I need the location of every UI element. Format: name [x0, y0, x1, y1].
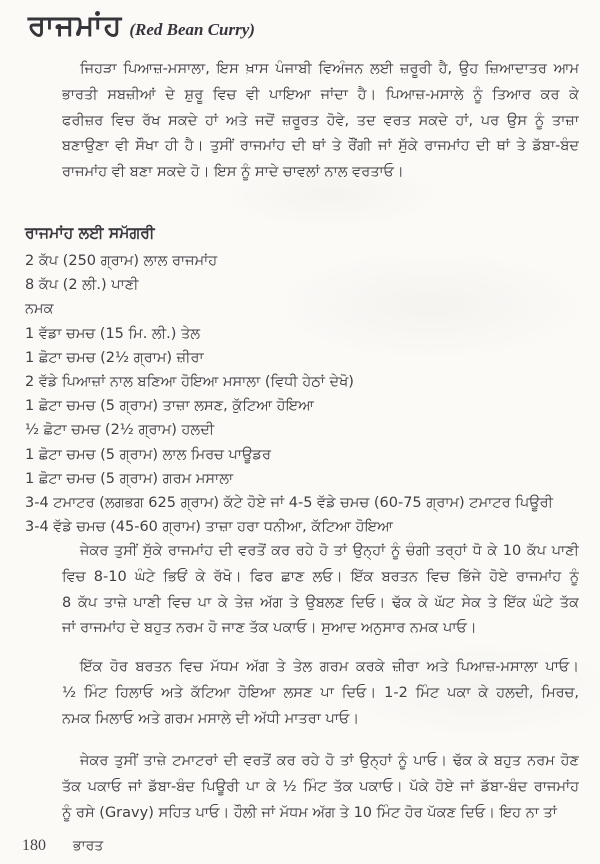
- method-line: ਨੂੰ ਰਸੇ (Gravy) ਸਹਿਤ ਪਾਓ। ਹੌਲੀ ਜਾਂ ਮੱਧਮ ਅੱਗ ਤੇ 10 ਮਿੰਟ ਹੋਰ ਪੱਕਣ ਦਿਓ। ਇਹ ਨਾ ਤਾਂ: [62, 804, 557, 821]
- ingredient-item: 1 ਵੱਡਾ ਚਮਚ (15 ਮਿ. ਲੀ.) ਤੇਲ: [25, 325, 201, 342]
- intro-line: ਜਿਹੜਾ ਪਿਆਜ਼-ਮਸਾਲਾ, ਇਸ ਖ਼ਾਸ ਪੰਜਾਬੀ ਵਿਅੰਜਨ ਲਈ ਜ਼ਰੂਰੀ ਹੈ, ਉਹ ਜ਼ਿਆਦਾਤਰ ਆਮ: [80, 61, 579, 77]
- page-number: 180: [22, 837, 46, 854]
- title-punjabi: ਰਾਜਮਾਂਹ: [28, 8, 123, 42]
- ingredient-item: 1 ਛੋਟਾ ਚਮਚ (2½ ਗ੍ਰਾਮ) ਜ਼ੀਰਾ: [25, 349, 204, 366]
- method-line: ਇੱਕ ਹੋਰ ਬਰਤਨ ਵਿਚ ਮੱਧਮ ਅੱਗ ਤੇ ਤੇਲ ਗਰਮ ਕਰਕੇ ਜ਼ੀਰਾ ਅਤੇ ਪਿਆਜ਼-ਮਸਾਲਾ ਪਾਓ।: [80, 659, 579, 675]
- ingredients-heading: ਰਾਜਮਾਂਹ ਲਈ ਸਮੱਗਰੀ: [25, 224, 155, 242]
- method-line: 8 ਕੱਪ ਤਾਜ਼ੇ ਪਾਣੀ ਵਿਚ ਪਾ ਕੇ ਤੇਜ਼ ਅੱਗ ਤੇ ਉਬਲਣ ਦਿਓ। ਢੱਕ ਕੇ ਘੱਟ ਸੇਕ ਤੇ ਇੱਕ ਘੰਟੇ ਤੱਕ: [62, 594, 579, 611]
- method-line: ਜਾਂ ਰਾਜਮਾਂਹ ਦੇ ਬਹੁਤ ਨਰਮ ਹੋ ਜਾਣ ਤੱਕ ਪਕਾਓ। ਸੁਆਦ ਅਨੁਸਾਰ ਨਮਕ ਪਾਓ।: [62, 620, 477, 637]
- ingredient-item: ½ ਛੋਟਾ ਚਮਚ (2½ ਗ੍ਰਾਮ) ਹਲਦੀ: [25, 422, 215, 439]
- ingredient-item: ਨਮਕ: [25, 301, 54, 318]
- ingredient-item: 1 ਛੋਟਾ ਚਮਚ (5 ਗ੍ਰਾਮ) ਲਾਲ ਮਿਰਚ ਪਾਊਡਰ: [25, 446, 271, 463]
- ingredient-item: 8 ਕੱਪ (2 ਲੀ.) ਪਾਣੀ: [25, 277, 139, 294]
- method-line: ਜੇਕਰ ਤੁਸੀਂ ਤਾਜ਼ੇ ਟਮਾਟਰਾਂ ਦੀ ਵਰਤੋਂ ਕਰ ਰਹੇ ਹੋ ਤਾਂ ਉਨ੍ਹਾਂ ਨੂੰ ਪਾਓ। ਢੱਕ ਕੇ ਬਹੁਤ ਨਰਮ ਹੋਣ: [80, 753, 579, 769]
- book-section-label: ਭਾਰਤ: [73, 838, 104, 854]
- method-paragraph-1: [62, 539, 579, 642]
- intro-line: ਫਰੀਜ਼ਰ ਵਿਚ ਰੱਖ ਸਕਦੇ ਹਾਂ ਅਤੇ ਜਦੋਂ ਜ਼ਰੂਰਤ ਹੋਵੇ, ਤਦ ਵਰਤ ਸਕਦੇ ਹਾਂ, ਪਰ ਉਸ ਨੂੰ ਤਾਜ਼ਾ: [62, 112, 579, 129]
- ingredient-item: 1 ਛੋਟਾ ਚਮਚ (5 ਗ੍ਰਾਮ) ਤਾਜ਼ਾ ਲਸਣ, ਕੁੱਟਿਆ ਹੋਇਆ: [25, 398, 314, 415]
- intro-line: ਰਾਜਮਾਂਹ ਵੀ ਬਣਾ ਸਕਦੇ ਹੋ। ਇਸ ਨੂੰ ਸਾਦੇ ਚਾਵਲਾਂ ਨਾਲ ਵਰਤਾਓ।: [62, 164, 404, 181]
- ingredient-item: 3-4 ਟਮਾਟਰ (ਲਗਭਗ 625 ਗ੍ਰਾਮ) ਕੱਟੇ ਹੋਏ ਜਾਂ 4-5 ਵੱਡੇ ਚਮਚ (60-75 ਗ੍ਰਾਮ) ਟਮਾਟਰ ਪਿਊਰੀ: [25, 495, 554, 512]
- method-line: ਨਮਕ ਮਿਲਾਓ ਅਤੇ ਗਰਮ ਮਸਾਲੇ ਦੀ ਅੱਧੀ ਮਾਤਰਾ ਪਾਓ।: [62, 710, 360, 727]
- method-line: ਜੇਕਰ ਤੁਸੀਂ ਸੁੱਕੇ ਰਾਜਮਾਂਹ ਦੀ ਵਰਤੋਂ ਕਰ ਰਹੇ ਹੋ ਤਾਂ ਉਨ੍ਹਾਂ ਨੂੰ ਚੰਗੀ ਤਰ੍ਹਾਂ ਧੋ ਕੇ 10 ਕੱਪ ਪਾਣੀ: [80, 543, 579, 559]
- intro-line: ਬਣਾਉਣਾ ਵੀ ਸੌਖਾ ਹੀ ਹੈ। ਤੁਸੀਂ ਰਾਜਮਾਂਹ ਦੀ ਥਾਂ ਤੇ ਰੌਂਗੀ ਜਾਂ ਸੁੱਕੇ ਰਾਜਮਾਂਹ ਦੀ ਥਾਂ ਤੇ ਡੱਬਾ-ਬੰਦ: [62, 138, 579, 155]
- intro-line: ਭਾਰਤੀ ਸਬਜ਼ੀਆਂ ਦੇ ਸ਼ੁਰੂ ਵਿਚ ਵੀ ਪਾਇਆ ਜਾਂਦਾ ਹੈ। ਪਿਆਜ਼-ਮਸਾਲੇ ਨੂੰ ਤਿਆਰ ਕਰ ਕੇ: [62, 86, 579, 103]
- title-english: (Red Bean Curry): [129, 20, 255, 39]
- method-line: ਵਿਚ 8-10 ਘੰਟੇ ਭਿਓਂ ਕੇ ਰੱਖੋ। ਫਿਰ ਛਾਣ ਲਓ। ਇੱਕ ਬਰਤਨ ਵਿਚ ਭਿੱਜੇ ਹੋਏ ਰਾਜਮਾਂਹ ਨੂੰ: [62, 568, 579, 585]
- ingredient-item: 2 ਵੱਡੇ ਪਿਆਜ਼ਾਂ ਨਾਲ ਬਣਿਆ ਹੋਇਆ ਮਸਾਲਾ (ਵਿਧੀ ਹੇਠਾਂ ਦੇਖੋ): [25, 374, 354, 391]
- method-paragraph-2: [62, 655, 579, 732]
- page-footer: [22, 835, 103, 855]
- intro-paragraph: [62, 57, 579, 186]
- method-line: ਤੱਕ ਪਕਾਓ ਜਾਂ ਡੱਬਾ-ਬੰਦ ਪਿਊਰੀ ਪਾ ਕੇ ½ ਮਿੰਟ ਤੱਕ ਪਕਾਓ। ਪੱਕੇ ਹੋਏ ਜਾਂ ਡੱਬਾ-ਬੰਦ ਰਾਜਮਾਂਹ: [62, 778, 579, 795]
- method-paragraph-3: [62, 749, 579, 826]
- page-title: [28, 8, 255, 43]
- ingredients-list: [25, 249, 587, 539]
- method-line: ½ ਮਿੰਟ ਹਿਲਾਓ ਅਤੇ ਕੱਟਿਆ ਹੋਇਆ ਲਸਣ ਪਾ ਦਿਓ। 1-2 ਮਿੰਟ ਪਕਾ ਕੇ ਹਲਦੀ, ਮਿਰਚ,: [62, 684, 579, 701]
- ingredient-item: 2 ਕੱਪ (250 ਗ੍ਰਾਮ) ਲਾਲ ਰਾਜਮਾਂਹ: [25, 253, 218, 269]
- ingredient-item: 3-4 ਵੱਡੇ ਚਮਚ (45-60 ਗ੍ਰਾਮ) ਤਾਜ਼ਾ ਹਰਾ ਧਨੀਆ, ਕੱਟਿਆ ਹੋਇਆ: [25, 519, 393, 536]
- ingredient-item: 1 ਛੋਟਾ ਚਮਚ (5 ਗ੍ਰਾਮ) ਗਰਮ ਮਸਾਲਾ: [25, 470, 234, 487]
